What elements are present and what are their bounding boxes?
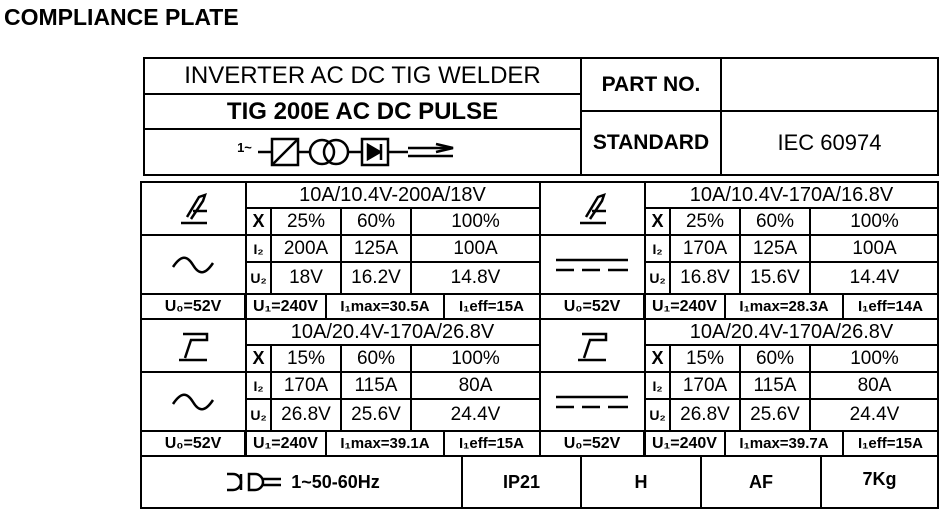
no-load-voltage: U₀=52V [563, 434, 621, 452]
current-range: 10A/20.4V-170A/26.8V [689, 320, 894, 343]
dc-line-icon [541, 236, 642, 293]
currents-value: 125A [752, 237, 798, 259]
voltage-label: U₂ [250, 270, 267, 286]
effective-input-current: I₁eff=15A [459, 298, 524, 315]
currents-value: 115A [354, 374, 398, 396]
duty-value: 15% [286, 347, 326, 369]
supply-value: 1~50-60Hz [291, 471, 380, 492]
effective-input-current: I₁eff=15A [858, 435, 923, 452]
max-input-current: I₁max=39.7A [739, 435, 829, 452]
part-no-value [722, 59, 937, 110]
current-range: 10A/20.4V-170A/26.8V [290, 320, 495, 343]
duty-label: X [651, 211, 664, 231]
duty-value: 60% [755, 210, 795, 232]
duty-value: 100% [451, 347, 500, 369]
ac-sine-icon [142, 236, 243, 293]
duty-label: X [252, 348, 265, 368]
standard-label: STANDARD [592, 131, 710, 154]
current-range: 10A/10.4V-170A/16.8V [689, 183, 894, 206]
voltages-value: 16.8V [680, 267, 730, 288]
voltages-value: 25.6V [750, 404, 800, 425]
dc-line-icon [541, 373, 642, 430]
symbol-prefix: 1~ [237, 139, 252, 155]
max-input-current: I₁max=30.5A [340, 298, 430, 315]
supply-voltage: U₁=240V [253, 434, 318, 452]
standard-value: IEC 60974 [777, 130, 882, 155]
duty-value: 100% [451, 210, 500, 232]
effective-input-current: I₁eff=15A [459, 435, 524, 452]
no-load-voltage: U₀=52V [164, 434, 222, 452]
no-load-voltage: U₀=52V [164, 297, 222, 315]
effective-input-current: I₁eff=14A [858, 298, 923, 315]
voltages-value: 25.6V [351, 404, 401, 425]
duty-value: 100% [850, 210, 899, 232]
tig-torch-icon [142, 183, 243, 234]
current-label: I₂ [652, 377, 663, 394]
duty-value: 60% [755, 347, 795, 369]
voltages-value: 15.6V [750, 267, 800, 288]
inverter-symbol-icon [258, 136, 488, 168]
product-type: INVERTER AC DC TIG WELDER [184, 62, 541, 89]
max-input-current: I₁max=39.1A [340, 435, 430, 452]
tig-torch-icon [541, 183, 642, 234]
model-name: TIG 200E AC DC PULSE [226, 97, 499, 125]
supply-voltage: U₁=240V [652, 434, 717, 452]
duty-value: 15% [685, 347, 725, 369]
currents-value: 100A [453, 237, 498, 259]
ac-sine-icon [142, 373, 243, 430]
duty-label: X [252, 211, 265, 231]
voltage-label: U₂ [250, 407, 267, 423]
mma-electrode-icon [541, 320, 642, 371]
page-title: COMPLIANCE PLATE [4, 4, 239, 30]
currents-value: 80A [458, 374, 493, 396]
duty-label: X [651, 348, 664, 368]
current-label: I₂ [253, 240, 264, 257]
supply-cell [142, 457, 461, 507]
voltage-label: U₂ [649, 407, 666, 423]
voltages-value: 18V [289, 267, 323, 288]
duty-value: 60% [356, 210, 396, 232]
current-range: 10A/10.4V-200A/18V [299, 183, 486, 206]
supply-voltage: U₁=240V [652, 297, 717, 315]
currents-value: 170A [682, 374, 728, 396]
currents-value: 200A [283, 237, 329, 259]
voltage-label: U₂ [649, 270, 666, 286]
duty-value: 25% [685, 210, 725, 232]
part-no-label: PART NO. [601, 72, 701, 96]
currents-value: 115A [753, 374, 797, 396]
voltages-value: 24.4V [849, 404, 900, 425]
voltages-value: 14.4V [849, 267, 900, 288]
insulation-class: H [634, 471, 648, 492]
inverter-symbol [145, 130, 580, 174]
voltages-value: 14.8V [450, 267, 501, 288]
voltages-value: 24.4V [450, 404, 501, 425]
max-input-current: I₁max=28.3A [739, 298, 829, 315]
duty-value: 25% [286, 210, 326, 232]
no-load-voltage: U₀=52V [563, 297, 621, 315]
currents-value: 125A [353, 237, 399, 259]
mains-plug-icon [223, 471, 283, 493]
currents-value: 170A [283, 374, 329, 396]
weight: 7Kg [862, 468, 897, 489]
cooling-type: AF [749, 471, 773, 492]
mma-electrode-icon [142, 320, 243, 371]
duty-value: 60% [356, 347, 396, 369]
currents-value: 170A [682, 237, 728, 259]
voltages-value: 16.2V [351, 267, 401, 288]
voltages-value: 26.8V [680, 404, 730, 425]
current-label: I₂ [652, 240, 663, 257]
currents-value: 80A [857, 374, 892, 396]
supply-voltage: U₁=240V [253, 297, 318, 315]
current-label: I₂ [253, 377, 264, 394]
duty-value: 100% [850, 347, 899, 369]
voltages-value: 26.8V [281, 404, 331, 425]
currents-value: 100A [852, 237, 897, 259]
ip-rating: IP21 [502, 471, 541, 492]
